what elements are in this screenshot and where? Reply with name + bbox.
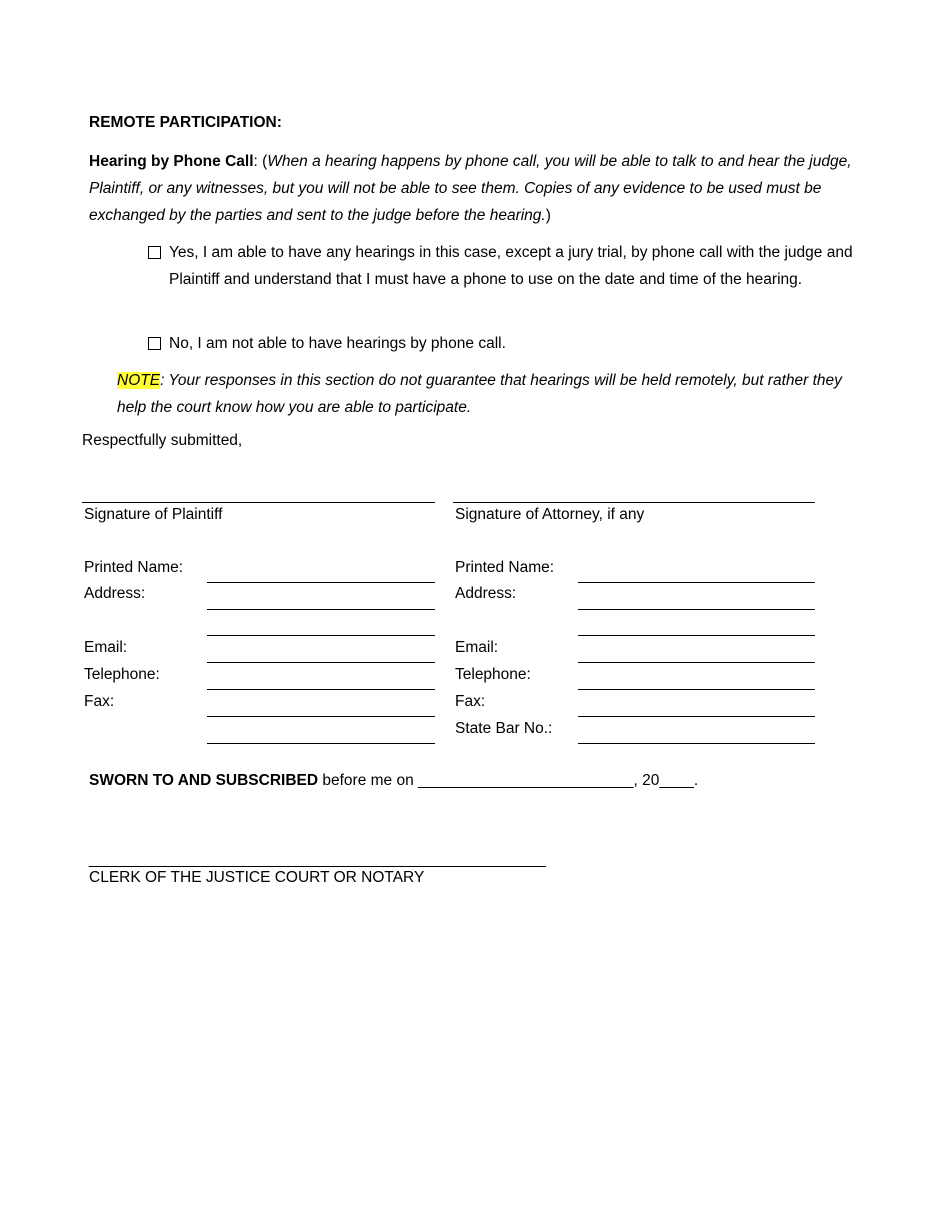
attorney-signature-line[interactable]	[453, 502, 815, 503]
plaintiff-address-label: Address:	[84, 585, 146, 602]
plaintiff-fax-field[interactable]	[207, 716, 435, 717]
plaintiff-address-field-1[interactable]	[207, 609, 435, 610]
attorney-email-field[interactable]	[578, 662, 815, 663]
plaintiff-telephone-field[interactable]	[207, 689, 435, 690]
clerk-label: CLERK OF THE JUSTICE COURT OR NOTARY	[89, 869, 425, 886]
phone-call-close: )	[545, 207, 551, 224]
plaintiff-signature-line[interactable]	[82, 502, 435, 503]
option-yes-label: Yes, I am able to have any hearings in this case, except a jury trial, by phone call with the judge and Plaintiff and understand that I must have a phone to use on the date and time of the hearing.	[169, 244, 853, 288]
clerk-signature-line[interactable]: _____________________________________________________	[89, 851, 546, 868]
phone-call-description: When a hearing happens by phone call, you will be able to talk to and hear the judge, Plaintiff, or any witnesses, but you will not be able to see them. Copies of any evidence to be used must be exchanged by the parties and sent to the judge before the hearing.	[89, 153, 852, 224]
plaintiff-signature-label: Signature of Plaintiff	[84, 506, 223, 523]
plaintiff-printed-name-label: Printed Name:	[84, 559, 184, 576]
plaintiff-email-field[interactable]	[207, 662, 435, 663]
plaintiff-fax-label: Fax:	[84, 693, 115, 710]
attorney-telephone-label: Telephone:	[455, 666, 531, 683]
section-heading: REMOTE PARTICIPATION:	[89, 114, 282, 131]
attorney-telephone-field[interactable]	[578, 689, 815, 690]
note-text: : Your responses in this section do not guarantee that hearings will be held remotely, but rather they help the court know how you are able to participate.	[117, 372, 842, 416]
attorney-printed-name-label: Printed Name:	[455, 559, 555, 576]
attorney-state-bar-label: State Bar No.:	[455, 720, 553, 737]
sworn-bold: SWORN TO AND SUBSCRIBED	[89, 772, 319, 789]
plaintiff-extra-field[interactable]	[207, 743, 435, 744]
checkbox-no[interactable]	[148, 337, 161, 350]
plaintiff-telephone-label: Telephone:	[84, 666, 160, 683]
closing-text: Respectfully submitted,	[82, 432, 243, 449]
plaintiff-address-field-2[interactable]	[207, 635, 435, 636]
phone-call-separator: : (	[253, 153, 268, 170]
phone-call-paragraph	[89, 148, 859, 229]
attorney-address-label: Address:	[455, 585, 517, 602]
note-label: NOTE	[117, 372, 161, 389]
option-yes[interactable]	[146, 239, 866, 293]
attorney-fax-field[interactable]	[578, 716, 815, 717]
note-paragraph	[117, 367, 857, 421]
sworn-statement	[89, 772, 698, 790]
checkbox-yes[interactable]	[148, 246, 161, 259]
attorney-fax-label: Fax:	[455, 693, 486, 710]
attorney-address-field-1[interactable]	[578, 609, 815, 610]
plaintiff-email-label: Email:	[84, 639, 128, 656]
attorney-email-label: Email:	[455, 639, 499, 656]
sworn-text: before me on _________________________, 20____.	[318, 772, 699, 789]
option-no[interactable]	[146, 330, 866, 357]
attorney-state-bar-field[interactable]	[578, 743, 815, 744]
attorney-address-field-2[interactable]	[578, 635, 815, 636]
attorney-signature-label: Signature of Attorney, if any	[455, 506, 645, 523]
option-no-label: No, I am not able to have hearings by phone call.	[169, 335, 506, 352]
attorney-printed-name-field[interactable]	[578, 582, 815, 583]
phone-call-label: Hearing by Phone Call	[89, 153, 254, 170]
plaintiff-printed-name-field[interactable]	[207, 582, 435, 583]
